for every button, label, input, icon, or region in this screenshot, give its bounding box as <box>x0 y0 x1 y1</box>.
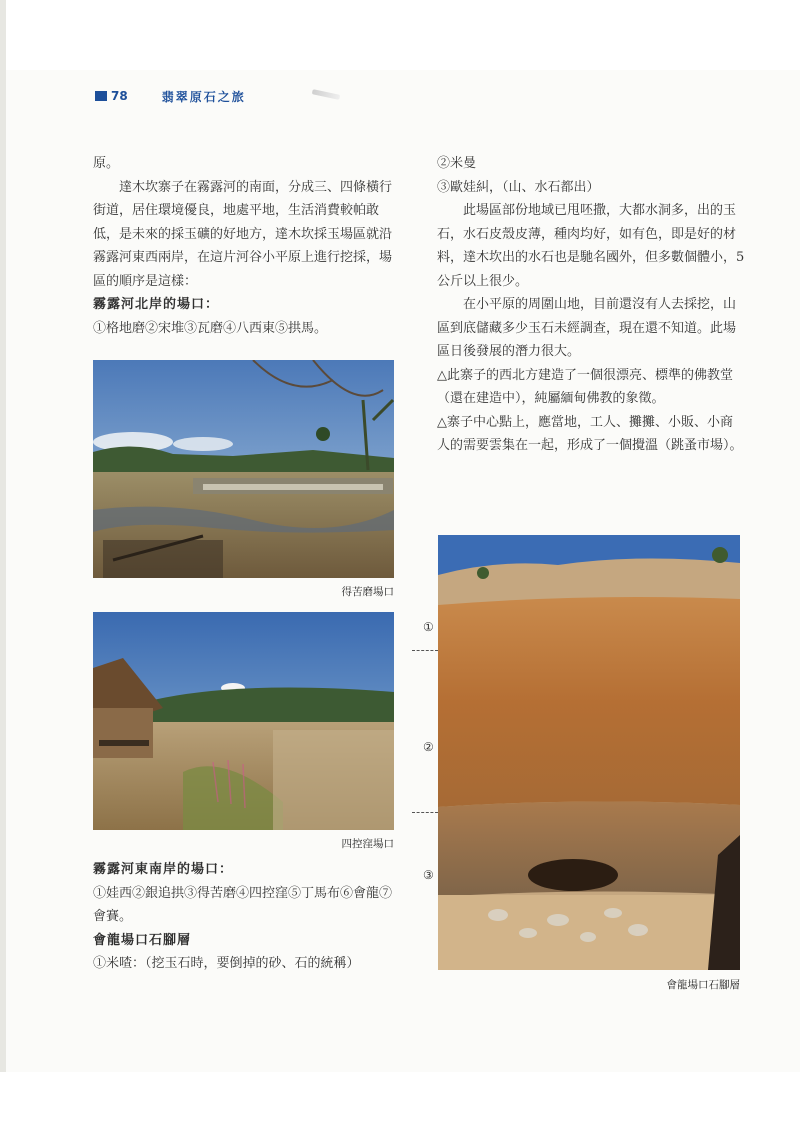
photo-huilong-stone-layer <box>438 535 740 970</box>
paragraph-damukan: 達木坎寨子在霧露河的南面，分成三、四條橫行街道，居住環境優良，地處平地，生活消費較帕敢低，是未來的採玉礦的好地方，達木坎採玉場區就沿霧露河東西兩岸，在這片河谷小平原上進行挖採，場區的順序是這樣： <box>93 179 393 289</box>
page-number: 78 <box>111 89 128 103</box>
page-number-mark <box>95 91 107 101</box>
stone-layer-heading: 會龍場口石腳層 <box>93 932 192 948</box>
left-body-text <box>93 152 398 340</box>
photo-caption-dekumo: 得苦磨場口 <box>341 586 394 598</box>
left-lower-text <box>93 858 403 976</box>
stone-layer-item-1: ①米喳：（挖玉石時，要倒掉的砂、石的統稱） <box>93 956 360 971</box>
stone-layer-item-3: ③歐娃糾，（山、水石都出） <box>437 179 600 195</box>
layer-divider-2 <box>412 812 438 813</box>
page-left-edge <box>0 0 6 1132</box>
photo-caption-huilong: 會龍場口石腳層 <box>666 979 740 991</box>
page-header <box>95 86 246 106</box>
north-bank-list: ①格地磨②宋堆③瓦磨④八西東⑤拱馬。 <box>93 320 328 336</box>
south-bank-heading: 霧露河東南岸的場口： <box>93 862 234 877</box>
paragraph-hills: 在小平原的周圍山地，目前還沒有人去採挖，山區到底儲藏多少玉石未經調查，現在還不知道。此場區日後發展的潛力很大。 <box>437 297 737 359</box>
layer-marker-1: ① <box>423 620 434 634</box>
paragraph-area: 此場區部份地域已甩呸撒，大都水洞多，出的玉石，水石皮殼皮薄，種肉均好，如有色，即是好的材料，達木坎出的水石也是馳名國外，但多數個體小，5公斤以上很少。 <box>437 203 745 289</box>
south-bank-list: ①娃西②銀追拱③得苦磨④四控窪⑤丁馬布⑥會龍⑦會賽。 <box>93 885 393 924</box>
photo-dekumo-mine <box>93 360 394 578</box>
note-temple: △此寨子的西北方建造了一個很漂亮、標準的佛教堂（還在建造中），純屬緬甸佛教的象徵。 <box>437 367 733 406</box>
note-market: △寨子中心點上，應當地，工人、攤攤、小販、小商人的需要雲集在一起，形成了一個攪溫（跳蚤市場）。 <box>437 414 743 453</box>
right-body-text <box>437 152 745 458</box>
page-top-margin <box>0 0 800 70</box>
photo-caption-sikongwa: 四控窪場口 <box>341 838 394 850</box>
paragraph-continuation: 原。 <box>93 156 120 171</box>
layer-divider-1 <box>412 650 438 651</box>
page-bottom-margin <box>0 1072 800 1132</box>
layer-marker-3: ③ <box>423 868 434 882</box>
scan-smudge <box>312 89 340 100</box>
photo-sikongwa-mine <box>93 612 394 830</box>
stone-layer-item-2: ②米曼 <box>437 156 477 171</box>
running-title: 翡翠原石之旅 <box>161 89 246 104</box>
north-bank-heading: 霧露河北岸的場口： <box>93 297 220 312</box>
layer-marker-2: ② <box>423 740 434 754</box>
